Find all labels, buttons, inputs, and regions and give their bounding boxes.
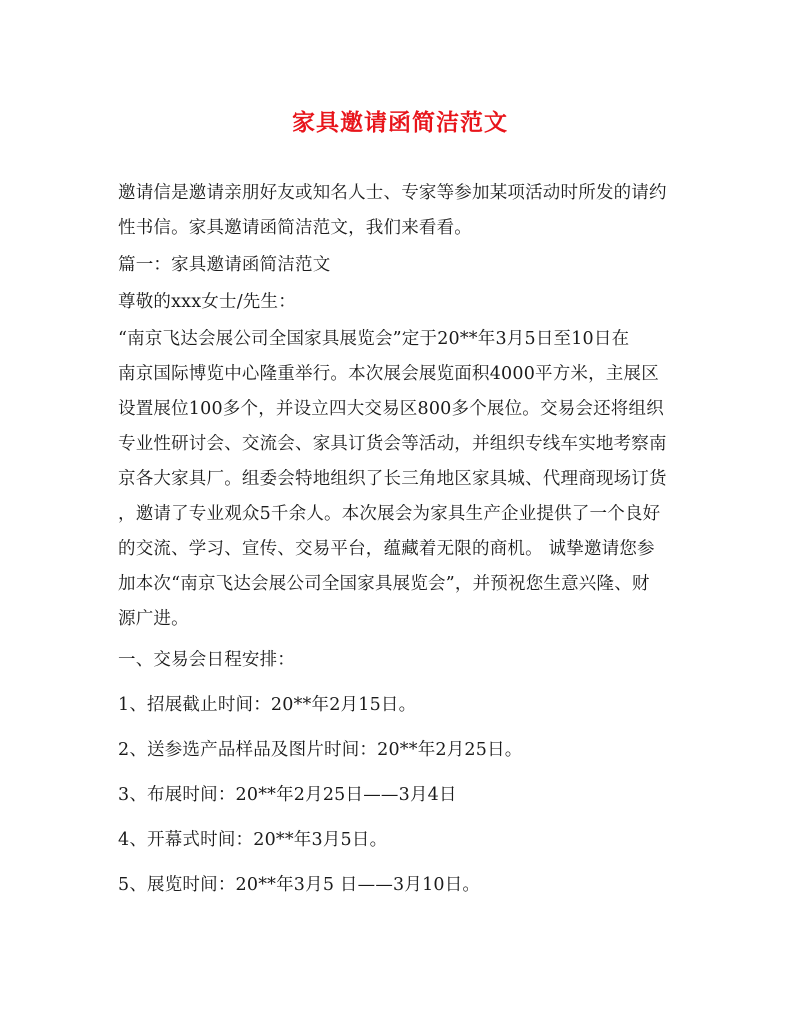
schedule-item: 5、展览时间：20**年3月5 日——3月10日。	[118, 875, 481, 895]
body-line: 源广进。	[118, 609, 189, 629]
schedule-item: 3、布展时间：20**年2月25日——3月4日	[118, 785, 457, 805]
invitation-body	[118, 322, 686, 637]
body-line: “南京飞达会展公司全国家具展览会”定于20**年3月5日至10日在	[118, 329, 630, 349]
body-line: 加本次“南京飞达会展公司全国家具展览会”，并预祝您生意兴隆、财	[118, 574, 650, 594]
schedule-item: 1、招展截止时间：20**年2月15日。	[118, 695, 417, 715]
schedule-item: 4、开幕式时间：20**年3月5日。	[118, 830, 388, 850]
body-line: 设置展位100多个，并设立四大交易区800多个展位。交易会还将组织	[118, 399, 664, 419]
salutation: 尊敬的xxx女士/先生：	[118, 292, 296, 312]
body-line: 专业性研讨会、交流会、家具订货会等活动，并组织专线车实地考察南	[118, 434, 667, 454]
schedule-heading: 一、交易会日程安排：	[118, 650, 295, 670]
body-line: ，邀请了专业观众5千余人。本次展会为家具生产企业提供了一个良好	[118, 504, 661, 524]
document-title: 家具邀请函简洁范文	[292, 109, 508, 136]
intro-paragraph	[118, 176, 686, 246]
document-body	[118, 176, 686, 903]
schedule-item: 2、送参选产品样品及图片时间：20**年2月25日。	[118, 740, 523, 760]
body-line: 的交流、学习、宣传、交易平台，蕴藏着无限的商机。 诚挚邀请您参	[118, 539, 655, 559]
intro-line: 邀请信是邀请亲朋好友或知名人士、专家等参加某项活动时所发的请约	[118, 183, 667, 203]
section-heading: 篇一：家具邀请函简洁范文	[118, 255, 331, 275]
body-line: 南京国际博览中心隆重举行。本次展会展览面积4000平方米，主展区	[118, 364, 659, 384]
body-line: 京各大家具厂。组委会特地组织了长三角地区家具城、代理商现场订货	[118, 469, 667, 489]
intro-line: 性书信。家具邀请函简洁范文，我们来看看。	[118, 218, 472, 238]
schedule-list	[118, 688, 686, 903]
